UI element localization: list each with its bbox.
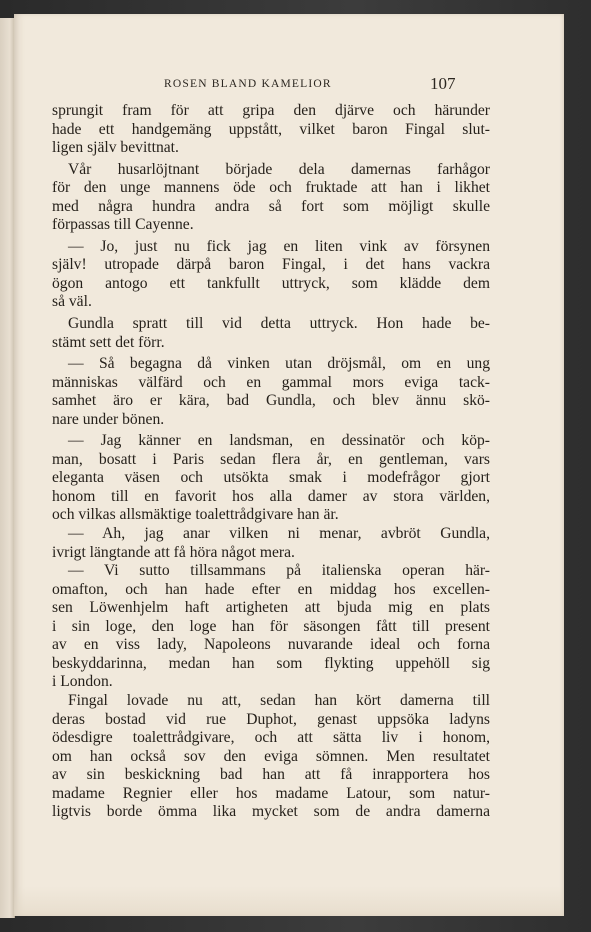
text-line: om han också sov den eviga sömnen. Men resultatet xyxy=(52,747,490,765)
text-line: av sin beskickning bad han att få inrapportera hos xyxy=(52,766,490,784)
text-line: ligtvis borde ömma lika mycket som de andra damerna xyxy=(52,803,490,821)
text-line: i London. xyxy=(52,673,113,691)
text-line: med några hundra andra så fort som möjligt skulle xyxy=(52,197,490,215)
text-line: av en viss lady, Napoleons nuvarande ideal och forna xyxy=(52,636,490,654)
page-bottom-shade xyxy=(14,886,564,916)
text-line: omafton, och han hade efter en middag hos excellen- xyxy=(52,580,490,598)
text-line: — Jag känner en landsman, en dessinatör och köp- xyxy=(68,432,490,450)
text-line: beskyddarinna, medan han som flykting uppehöll sig xyxy=(52,654,490,672)
text-line: förpassas till Cayenne. xyxy=(52,216,194,234)
previous-page-edge xyxy=(0,18,15,918)
text-line: deras bostad vid rue Duphot, genast uppsöka ladyns xyxy=(52,710,490,728)
text-line: — Vi sutto tillsammans på italienska operan här- xyxy=(68,562,490,580)
text-line: hade ett handgemäng uppstått, vilket baron Fingal slut- xyxy=(52,120,490,138)
text-line: — Jo, just nu fick jag en liten vink av försynen xyxy=(68,237,490,255)
text-line: i sin loge, den loge han för säsongen fått till present xyxy=(52,617,490,635)
book-page xyxy=(14,14,564,916)
text-line: samhet äro er kära, bad Gundla, och blev ännu skö- xyxy=(52,392,490,410)
text-line: eleganta väsen och utsökta smak i modefrågor gjort xyxy=(52,469,490,487)
text-line: så väl. xyxy=(52,293,92,311)
text-line: Vår husarlöjtnant började dela damernas farhågor xyxy=(68,160,490,178)
text-line: stämt sett det förr. xyxy=(52,333,165,351)
text-line: — Ah, jag anar vilken ni menar, avbröt Gundla, xyxy=(68,525,490,543)
text-line: ögon antogo ett tankfullt uttryck, som klädde dem xyxy=(52,274,490,292)
text-line: ödesdigre toalettrådgivare, och att sätta liv i honom, xyxy=(52,729,490,747)
text-line: och vilkas allsmäktige toalettrådgivare han är. xyxy=(52,506,339,524)
text-line: nare under bönen. xyxy=(52,410,165,428)
text-line: ligen själv bevittnat. xyxy=(52,139,179,157)
text-line: människas välfärd och en gammal mors eviga tack- xyxy=(52,373,490,391)
text-line: ivrigt längtande att få höra något mera. xyxy=(52,543,295,561)
text-line: sen Löwenhjelm haft artigheten att bjuda mig en plats xyxy=(52,599,490,617)
running-head xyxy=(14,74,564,94)
text-line: Fingal lovade nu att, sedan han kört damerna till xyxy=(68,691,490,709)
text-line: för den unge mannens öde och fruktade att han i likhet xyxy=(52,179,490,197)
text-line: honom till en favorit hos alla damer av stora världen, xyxy=(52,487,490,505)
running-title: ROSEN BLAND KAMELIOR xyxy=(164,78,332,90)
body-text xyxy=(52,102,490,822)
text-line: Gundla spratt till vid detta uttryck. Hon hade be- xyxy=(68,315,490,333)
text-line: man, bosatt i Paris sedan flera år, en gentleman, vars xyxy=(52,450,490,468)
page-number: 107 xyxy=(430,74,456,93)
text-line: själv! utropade därpå baron Fingal, i det hans vackra xyxy=(52,256,490,274)
text-line: sprungit fram för att gripa den djärve och härunder xyxy=(52,102,490,119)
text-line: — Så begagna då vinken utan dröjsmål, om en ung xyxy=(68,355,490,373)
text-line: madame Regnier eller hos madame Latour, som natur- xyxy=(52,784,490,802)
